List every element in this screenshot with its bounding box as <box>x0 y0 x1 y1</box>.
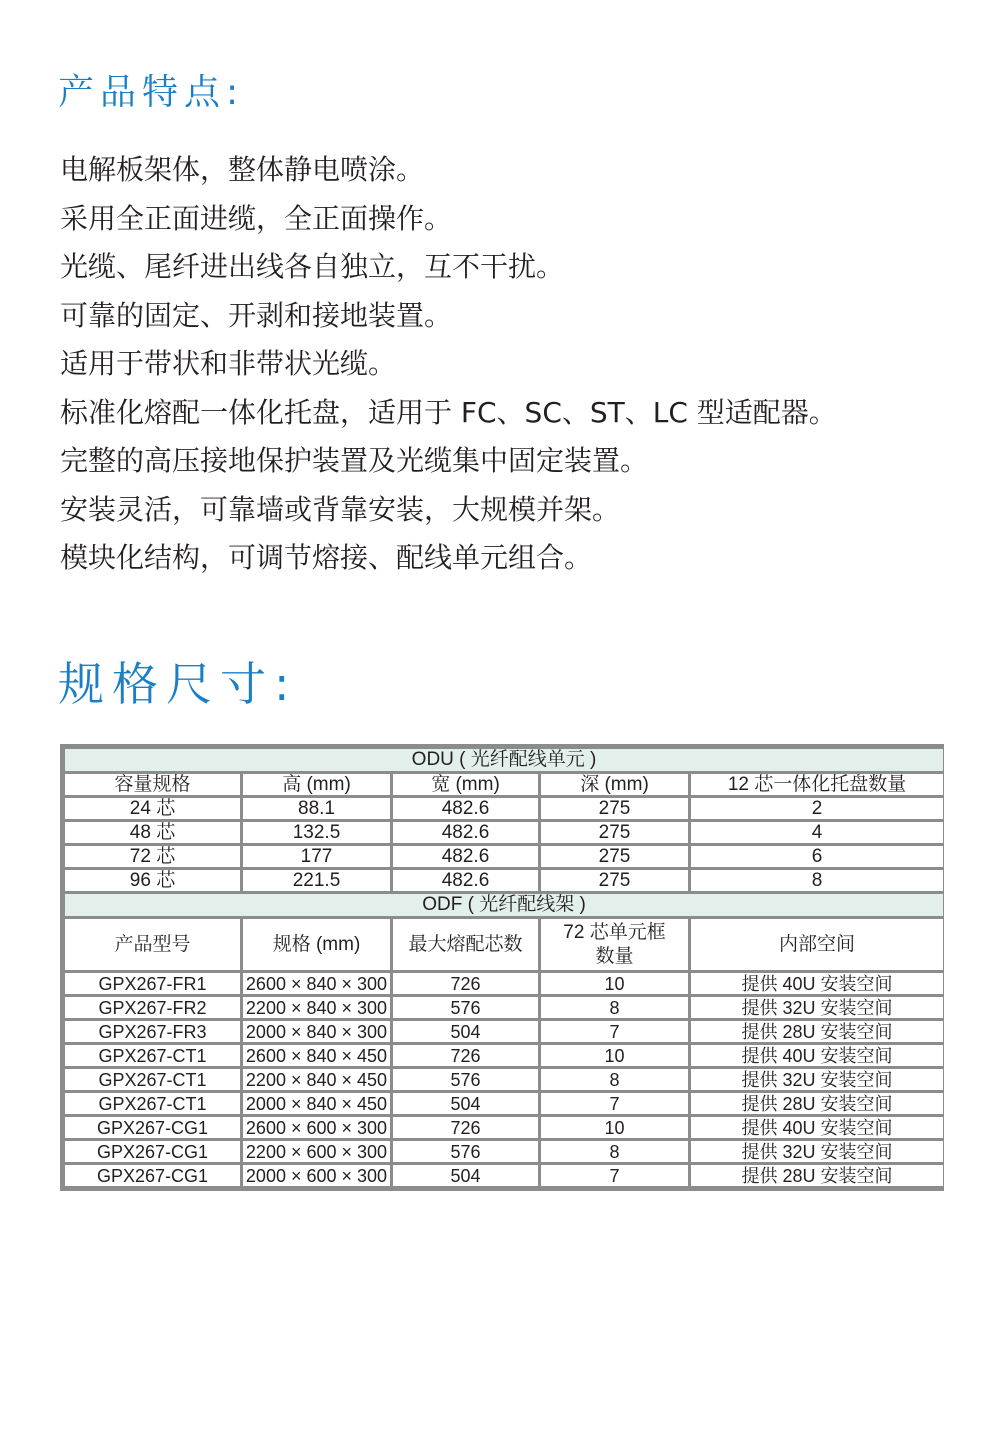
odu-row <box>65 798 943 819</box>
odf-cell: 2600 × 840 × 450 <box>243 1045 390 1066</box>
odu-cell: 275 <box>541 822 688 843</box>
odf-row <box>65 1069 943 1090</box>
odu-header-cell: 深 (mm) <box>541 774 688 795</box>
features-list <box>60 146 837 583</box>
odf-header-cell: 内部空间 <box>691 919 943 970</box>
spec-table-frame <box>60 744 944 1191</box>
odu-cell: 48 芯 <box>65 822 240 843</box>
odf-cell: GPX267-CT1 <box>65 1045 240 1066</box>
odf-cell: 提供 28U 安装空间 <box>691 1021 943 1042</box>
odf-cell: 提供 32U 安装空间 <box>691 1069 943 1090</box>
odu-header-row <box>65 774 943 795</box>
odf-cell: GPX267-CG1 <box>65 1165 240 1186</box>
odf-cell: 提供 32U 安装空间 <box>691 997 943 1018</box>
odf-section-row <box>65 894 943 916</box>
odu-cell: 482.6 <box>393 798 538 819</box>
odu-cell: 72 芯 <box>65 846 240 867</box>
odf-row <box>65 1117 943 1138</box>
odf-cell: 提供 40U 安装空间 <box>691 1045 943 1066</box>
odf-cell: 7 <box>541 1093 688 1114</box>
odf-cell: 2200 × 600 × 300 <box>243 1141 390 1162</box>
feature-item: 采用全正面进缆，全正面操作。 <box>60 201 453 235</box>
feature-item: 标准化熔配一体化托盘，适用于 FC、SC、ST、LC 型适配器。 <box>60 395 837 429</box>
odf-row <box>65 1141 943 1162</box>
odu-cell: 482.6 <box>393 870 538 891</box>
feature-item: 适用于带状和非带状光缆。 <box>60 347 397 380</box>
odu-cell: 275 <box>541 798 688 819</box>
odf-row <box>65 1165 943 1186</box>
odf-cell: 726 <box>393 973 538 994</box>
spec-table <box>62 746 946 1189</box>
odu-row <box>65 846 943 867</box>
odf-header-cell: 最大熔配芯数 <box>393 919 538 970</box>
odf-cell: 提供 28U 安装空间 <box>691 1165 943 1186</box>
odu-cell: 88.1 <box>243 798 390 819</box>
odf-header-cell: 72 芯单元框数量 <box>541 919 688 970</box>
odf-cell: 504 <box>393 1021 538 1042</box>
odf-row <box>65 1093 943 1114</box>
odf-cell: GPX267-FR2 <box>65 997 240 1018</box>
odu-section-title: ODU ( 光纤配线单元 ) <box>65 749 943 771</box>
odu-header-cell: 容量规格 <box>65 774 240 795</box>
odf-cell: 8 <box>541 1069 688 1090</box>
feature-item: 光缆、尾纤进出线各自独立，互不干扰。 <box>60 250 565 283</box>
odf-row <box>65 973 943 994</box>
odu-cell: 24 芯 <box>65 798 240 819</box>
odu-cell: 4 <box>691 822 943 843</box>
odf-cell: 10 <box>541 973 688 994</box>
spec-title: 规格尺寸: <box>58 657 298 711</box>
feature-item: 完整的高压接地保护装置及光缆集中固定装置。 <box>60 444 649 477</box>
odf-cell: 576 <box>393 997 538 1018</box>
odf-cell: 726 <box>393 1045 538 1066</box>
odu-header-cell: 高 (mm) <box>243 774 390 795</box>
odf-row <box>65 1045 943 1066</box>
odf-cell: 576 <box>393 1141 538 1162</box>
odf-cell: 576 <box>393 1069 538 1090</box>
odf-cell: GPX267-CT1 <box>65 1069 240 1090</box>
odf-section-title: ODF ( 光纤配线架 ) <box>65 894 943 916</box>
odf-cell: 2200 × 840 × 450 <box>243 1069 390 1090</box>
odf-header-cell: 产品型号 <box>65 919 240 970</box>
odf-header-row <box>65 919 943 970</box>
odu-cell: 482.6 <box>393 822 538 843</box>
odu-cell: 177 <box>243 846 390 867</box>
odf-cell: GPX267-CT1 <box>65 1093 240 1114</box>
odu-cell: 2 <box>691 798 943 819</box>
odu-cell: 275 <box>541 846 688 867</box>
odf-cell: 8 <box>541 997 688 1018</box>
feature-item: 可靠的固定、开剥和接地装置。 <box>60 298 453 332</box>
odf-cell: 10 <box>541 1045 688 1066</box>
odf-cell: GPX267-CG1 <box>65 1117 240 1138</box>
odf-cell: GPX267-FR3 <box>65 1021 240 1042</box>
odu-cell: 132.5 <box>243 822 390 843</box>
odf-cell: GPX267-CG1 <box>65 1141 240 1162</box>
odf-cell: 2600 × 600 × 300 <box>243 1117 390 1138</box>
features-title: 产品特点: <box>58 72 245 113</box>
odf-cell: 504 <box>393 1165 538 1186</box>
odf-cell: 2000 × 840 × 450 <box>243 1093 390 1114</box>
feature-item: 模块化结构，可调节熔接、配线单元组合。 <box>60 541 593 574</box>
odu-cell: 482.6 <box>393 846 538 867</box>
odu-row <box>65 822 943 843</box>
odu-row <box>65 870 943 891</box>
odu-cell: 221.5 <box>243 870 390 891</box>
odf-row <box>65 1021 943 1042</box>
odf-cell: 7 <box>541 1021 688 1042</box>
odf-cell: 提供 40U 安装空间 <box>691 1117 943 1138</box>
odf-cell: 10 <box>541 1117 688 1138</box>
odf-cell: 提供 28U 安装空间 <box>691 1093 943 1114</box>
odf-cell: 提供 32U 安装空间 <box>691 1141 943 1162</box>
odf-header-cell: 规格 (mm) <box>243 919 390 970</box>
odu-cell: 6 <box>691 846 943 867</box>
odu-cell: 275 <box>541 870 688 891</box>
odu-cell: 96 芯 <box>65 870 240 891</box>
odu-header-cell: 宽 (mm) <box>393 774 538 795</box>
odf-cell: 504 <box>393 1093 538 1114</box>
odu-cell: 8 <box>691 870 943 891</box>
feature-item: 电解板架体，整体静电喷涂。 <box>60 153 425 186</box>
odf-cell: GPX267-FR1 <box>65 973 240 994</box>
odf-cell: 2000 × 840 × 300 <box>243 1021 390 1042</box>
odf-cell: 2600 × 840 × 300 <box>243 973 390 994</box>
odf-cell: 提供 40U 安装空间 <box>691 973 943 994</box>
odf-cell: 8 <box>541 1141 688 1162</box>
odf-cell: 2200 × 840 × 300 <box>243 997 390 1018</box>
odu-header-cell: 12 芯一体化托盘数量 <box>691 774 943 795</box>
odu-section-row <box>65 749 943 771</box>
feature-item: 安装灵活，可靠墙或背靠安装，大规模并架。 <box>60 492 621 526</box>
odf-row <box>65 997 943 1018</box>
odf-cell: 7 <box>541 1165 688 1186</box>
odf-cell: 726 <box>393 1117 538 1138</box>
odf-cell: 2000 × 600 × 300 <box>243 1165 390 1186</box>
